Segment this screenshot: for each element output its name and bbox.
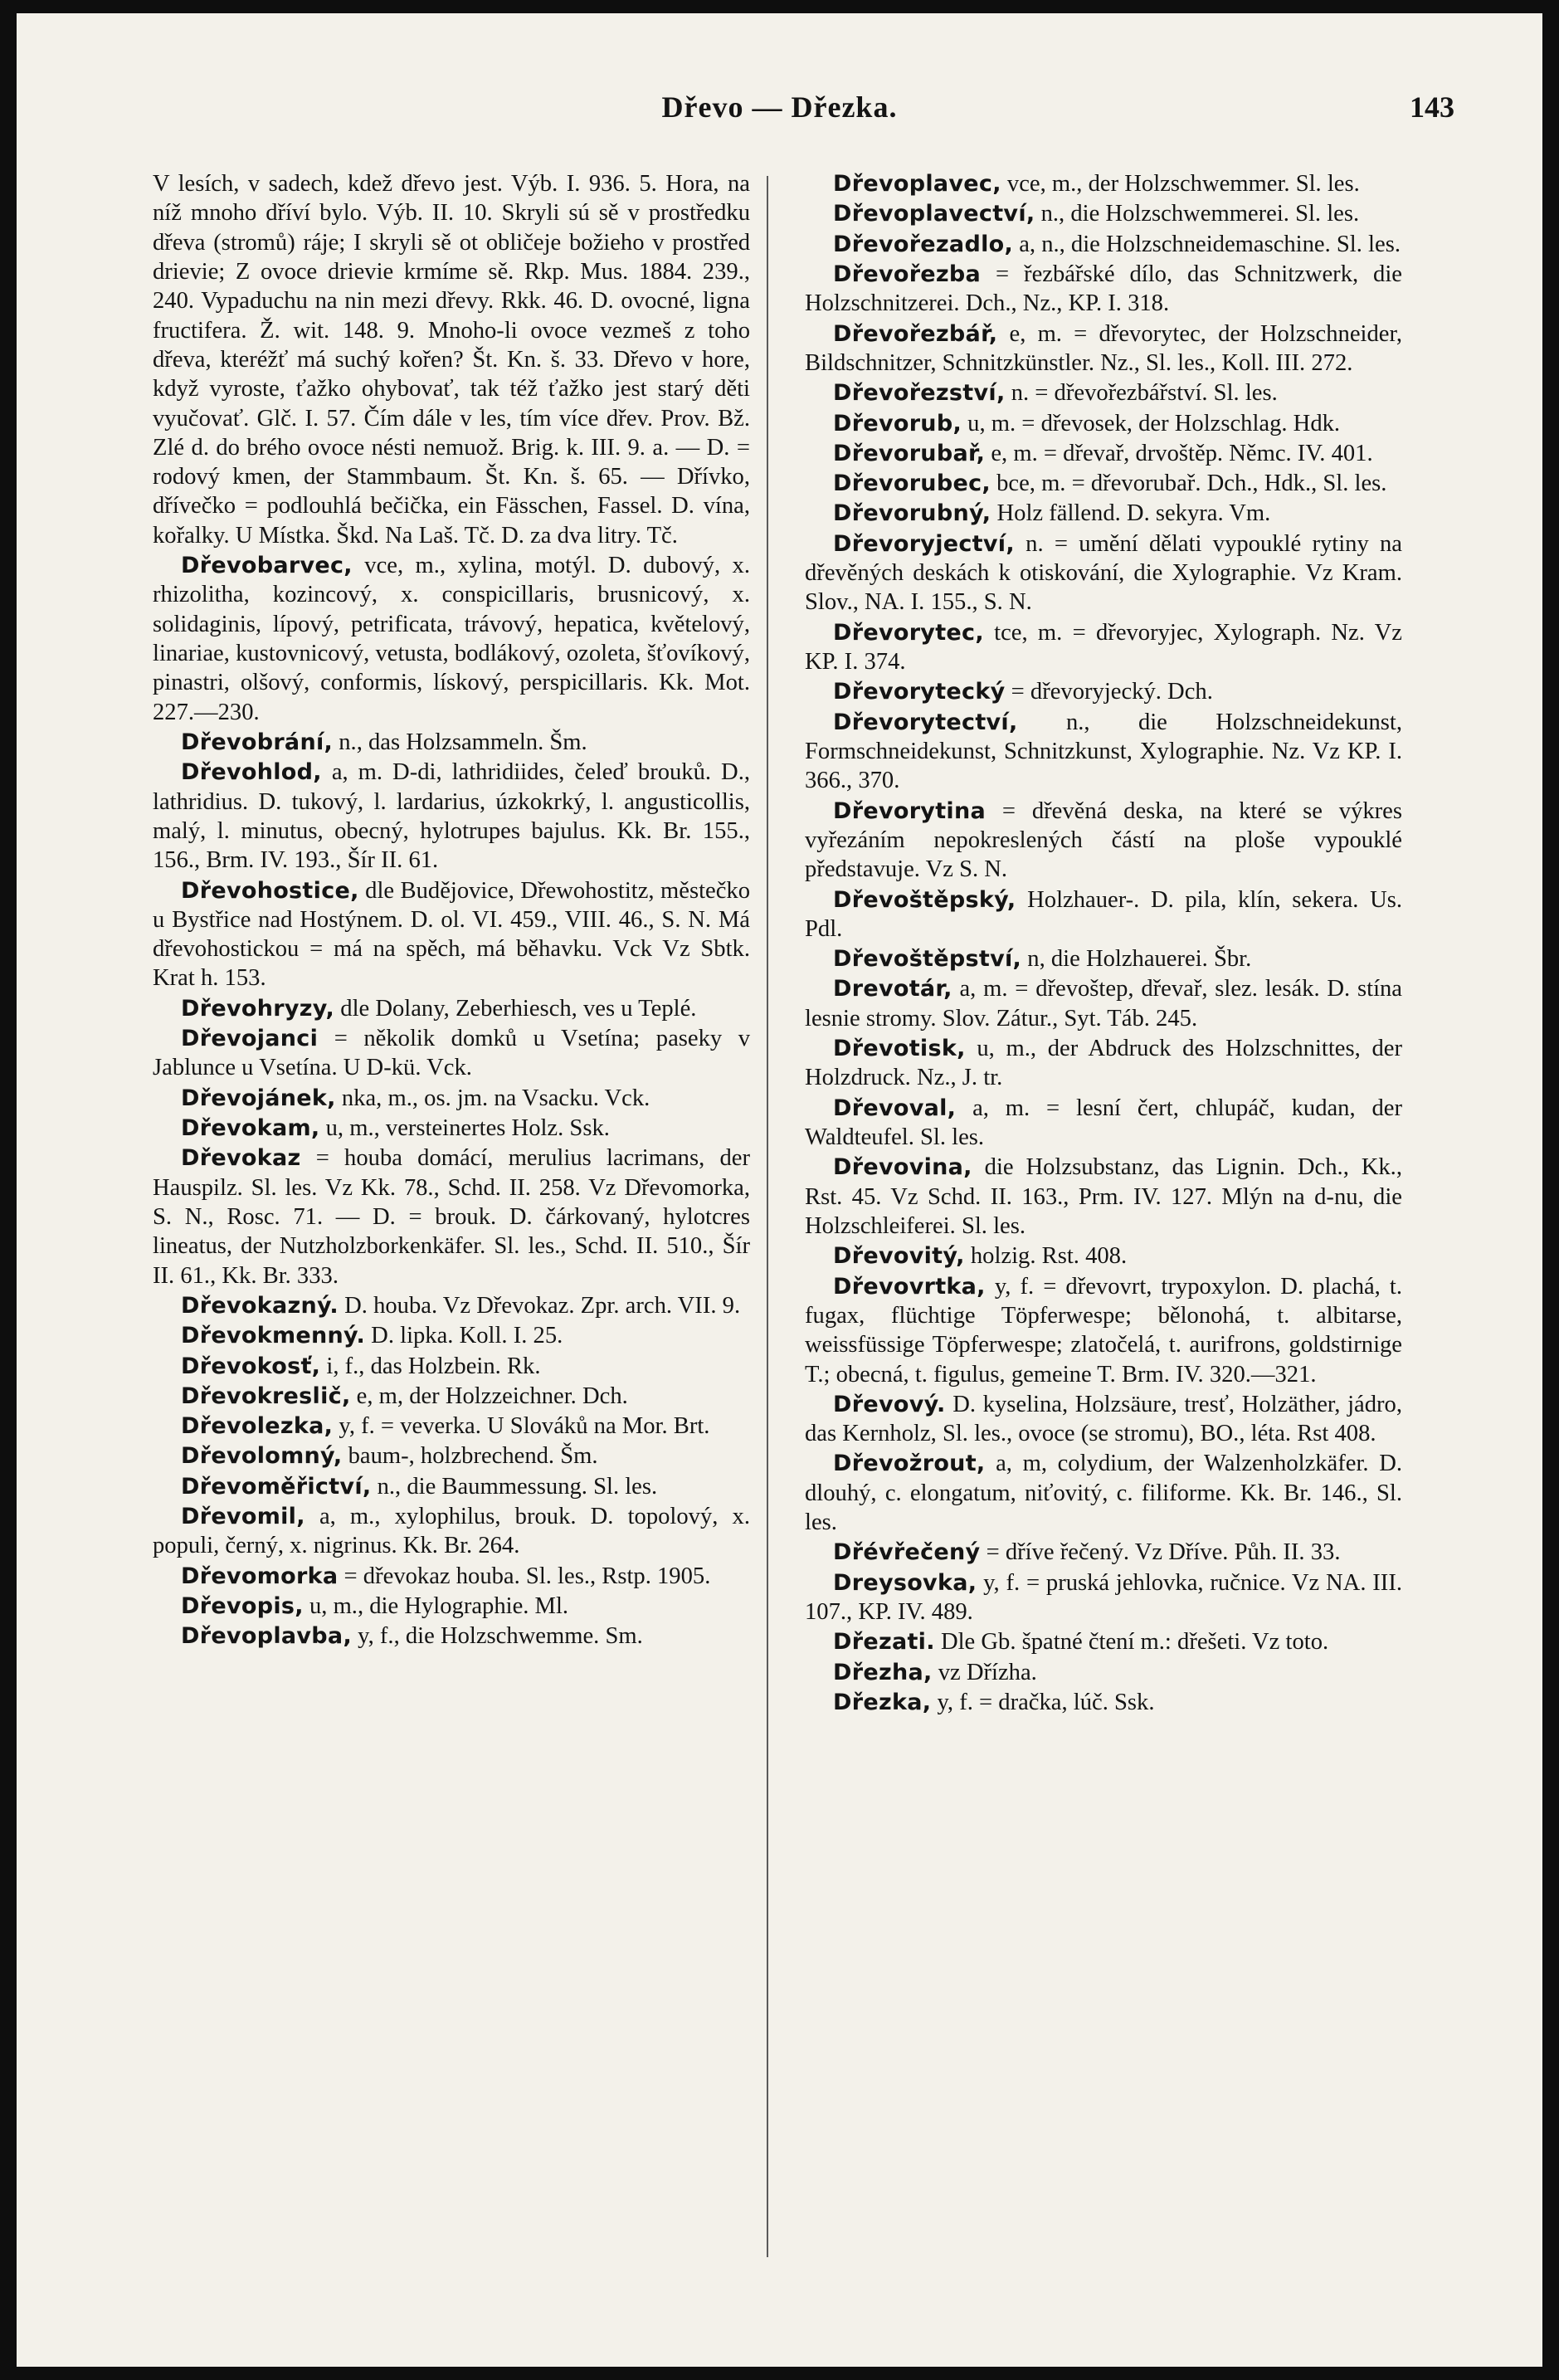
dictionary-entry: [153, 758, 750, 875]
page-number: 143: [1410, 90, 1454, 124]
dictionary-entry: [153, 1352, 750, 1381]
entry-text: a, m. = dřevoštep, dřevař, slez. lesák. D. stína lesnie stromy. Slov. Zátur., Syt. Táb. 245.: [805, 976, 1403, 1031]
entry-text: e, m. = dřevař, drvoštěp. Němc. IV. 401.: [991, 440, 1373, 466]
dictionary-entry: [805, 1568, 1402, 1627]
dictionary-entry: [153, 1024, 750, 1083]
dictionary-entry: [153, 1502, 750, 1561]
dictionary-entry: [805, 618, 1402, 677]
entry-text: die Holzsubstanz, das Lignin. Dch., Kk., Rst. 45. Vz Schd. II. 163., Prm. IV. 127. Mlýn na d-nu, die Holzschleiferei. Sl. les.: [805, 1154, 1402, 1239]
entry-headword: Dřevotisk,: [833, 1036, 966, 1062]
entry-text: bce, m. = dřevorubař. Dch., Hdk., Sl. les.: [996, 471, 1387, 497]
entry-headword: Dřevovina,: [833, 1154, 972, 1181]
dictionary-entry: [153, 1321, 750, 1350]
entry-headword: Dřevoštěpství,: [833, 946, 1022, 973]
dictionary-entry: [153, 1144, 750, 1290]
dictionary-entry: [805, 469, 1402, 498]
entry-headword: Dřevorub,: [833, 410, 962, 436]
dictionary-entry: [805, 1241, 1402, 1270]
entry-text: u, m. = dřevosek, der Holzschlag. Hdk.: [967, 410, 1341, 436]
entry-headword: Dřevořezba: [833, 261, 982, 287]
entry-headword: Dřevový.: [833, 1391, 946, 1417]
entry-text: = dříve řečený. Vz Dříve. Půh. II. 33.: [986, 1539, 1341, 1566]
entry-text: e, m. = dřevorytec, der Holzschneider, Bildschnitzer, Schnitzkünstler. Nz., Sl. les., Koll. III. 272.: [805, 320, 1402, 376]
entry-headword: Dřevokreslič,: [181, 1383, 351, 1409]
entry-text: a, m. = lesní čert, chlupáč, kudan, der Waldteufel. Sl. les.: [805, 1095, 1402, 1150]
entry-text: = dřevokaz houba. Sl. les., Rstp. 1905.: [343, 1563, 711, 1589]
entry-text: = dřevoryjecký. Dch.: [1011, 679, 1213, 705]
entry-text: a, m, colydium, der Walzenholzkäfer. D. dlouhý, c. elongatum, niťovitý, c. filiforme. Kk. Br. 146., Sl. les.: [805, 1451, 1402, 1536]
dictionary-entry: [805, 1627, 1402, 1656]
entry-text: n, die Holzhauerei. Šbr.: [1027, 946, 1252, 973]
entry-text: D. houba. Vz Dřevokaz. Zpr. arch. VII. 9.: [344, 1292, 741, 1319]
dictionary-entry: [153, 1412, 750, 1441]
entry-text: n., die Holzschwemmerei. Sl. les.: [1040, 201, 1360, 227]
entry-text: y, f. = dřevovrt, trypoxylon. D. plachá, t. fugax, flüchtige Töpferwespe; bělonohá, t. albitarse, weissfüssige Töpferwespe; zlatočelá, t. aurifrons, goldstirnige T.; obecná, t. figulus, gemeine T. Brm. IV. 320.—321.: [805, 1273, 1402, 1388]
dictionary-entry: [805, 797, 1402, 885]
entry-text: y, f. = pruská jehlovka, ručnice. Vz NA. III. 107., KP. IV. 489.: [805, 1569, 1402, 1625]
entry-headword: Dřevoštěpský,: [833, 886, 1016, 913]
dictionary-entry: [805, 529, 1402, 617]
entry-headword: Dřevorytec,: [833, 619, 984, 646]
dictionary-entry: [153, 1472, 750, 1501]
entry-headword: Dřevorytina: [833, 797, 987, 824]
entry-text: Holz fällend. D. sekyra. Vm.: [996, 500, 1271, 527]
entry-text: i, f., das Holzbein. Rk.: [326, 1353, 541, 1379]
dictionary-entry: [805, 409, 1402, 438]
entry-headword: Dřevopis,: [181, 1593, 304, 1619]
left-column: [153, 169, 750, 1652]
entry-text: a, m. D-di, lathridiides, čeleď brouků. D., lathridius. D. tukový, l. lardarius, úzkokrký, l. angusticollis, malý, l. minutus, obecný, hylotrupes bajulus. Kk. Br. 155., 156., Brm. IV. 193., Šír II. 61.: [153, 759, 750, 874]
dictionary-entry: [805, 1094, 1402, 1153]
entry-headword: Dřevokaz: [181, 1145, 301, 1172]
entry-headword: Dřevojanci: [181, 1026, 319, 1052]
entry-text: D. lipka. Koll. I. 25.: [371, 1323, 563, 1349]
dictionary-entry: [153, 1592, 750, 1621]
dictionary-entry: [153, 169, 750, 550]
entry-headword: Dřevožrout,: [833, 1451, 986, 1477]
entry-text: baum-, holzbrechend. Šm.: [348, 1443, 598, 1470]
entry-headword: Dřevoplavec,: [833, 171, 1001, 197]
entry-text: V lesích, v sadech, kdež dřevo jest. Výb. I. 936. 5. Hora, na níž mnoho dříví bylo. Výb. II. 10. Skryli sú sě v prostředku dřeva (stromů) ráje; I skryli sě ot obličeje božieho v prostřed drievie; Z ovoce drievie krmíme sě. Rkp. Mus. 1884. 239., 240. Vypaduchu na nin mezi dřevy. Rkk. 46. D. ovocné, ligna fructifera. Ž. wit. 148. 9. Mnoho-li ovoce vezmeš z toho dřeva, kteréžť má suchý kořen? Št. Kn. š. 33. Dřevo v hore, když vyroste, ťažko ohybovať, tak též ťažko jest starý děti vyučovať. Glč. I. 57. Čím dále v les, tím více dřev. Prov. Bž. Zlé d. do brého ovoce nésti nemuož. Brig. k. III. 9. a. — D. = rodový kmen, der Stammbaum. Št. Kn. š. 65. — Dřívko, dřívečko = podlouhlá bečička, ein Fässchen, Fassel. D. vína, kořalky. U Místka. Škd. Na Laš. Tč. D. za dva litry. Tč.: [153, 171, 750, 549]
dictionary-entry: [153, 994, 750, 1023]
entry-headword: Dřevořezství,: [833, 380, 1006, 407]
entry-headword: Dřevokazný.: [181, 1292, 339, 1319]
dictionary-entry: [805, 1658, 1402, 1687]
entry-headword: Dřevomorka: [181, 1563, 339, 1589]
dictionary-page: [17, 13, 1542, 2367]
entry-text: n. = dřevořezbářství. Sl. les.: [1011, 380, 1278, 407]
dictionary-entry: [805, 1449, 1402, 1537]
entry-headword: Dřevokam,: [181, 1115, 320, 1141]
dictionary-entry: [805, 260, 1402, 319]
entry-text: u, m., die Hylographie. Ml.: [309, 1593, 569, 1619]
dictionary-entry: [153, 1562, 750, 1591]
entry-text: = houba domácí, merulius lacrimans, der Hauspilz. Sl. les. Vz Kk. 78., Schd. II. 258. Vz Dřevomorka, S. N., Rosc. 71. — D. = brouk. D. čárkovaný, hylotcres lineatus, der Nutzholzborkenkäfer. Sl. les., Schd. II. 510., Šír II. 61., Kk. Br. 333.: [153, 1145, 750, 1289]
dictionary-entry: [805, 944, 1402, 973]
entry-text: tce, m. = dřevoryjec, Xylograph. Nz. Vz KP. I. 374.: [805, 619, 1402, 675]
entry-headword: Dřevoplavba,: [181, 1623, 352, 1650]
dictionary-entry: [805, 1153, 1402, 1241]
page-header: [17, 90, 1542, 139]
dictionary-entry: [805, 974, 1402, 1033]
entry-headword: Dřévřečený: [833, 1539, 981, 1566]
dictionary-entry: [805, 1390, 1402, 1449]
dictionary-entry: [805, 708, 1402, 796]
dictionary-entry: [153, 1291, 750, 1320]
entry-headword: Dreysovka,: [833, 1569, 977, 1596]
dictionary-entry: [805, 499, 1402, 528]
entry-text: vce, m., der Holzschwemmer. Sl. les.: [1006, 171, 1360, 197]
dictionary-entry: [805, 1272, 1402, 1389]
dictionary-entry: [153, 1382, 750, 1411]
entry-headword: Dřevorubný,: [833, 500, 991, 527]
entry-text: Dle Gb. špatné čtení m.: dřešeti. Vz toto.: [940, 1629, 1329, 1656]
entry-text: = několik domků u Vsetína; paseky v Jablunce u Vsetína. U D-kü. Vck.: [153, 1026, 750, 1081]
dictionary-entry: [805, 378, 1402, 407]
entry-headword: Dřevohryzy,: [181, 995, 335, 1022]
dictionary-entry: [153, 1441, 750, 1470]
dictionary-entry: [805, 319, 1402, 378]
entry-headword: Dřevovrtka,: [833, 1273, 986, 1300]
entry-text: holzig. Rst. 408.: [970, 1243, 1128, 1270]
entry-headword: Drevotár,: [833, 976, 952, 1002]
entry-text: dle Budějovice, Dřewohostitz, městečko u Bystřice nad Hostýnem. D. ol. VI. 459., VIII. 46., S. N. Má dřevohostickou = má na spěch, má běhavku. Vck Vz Sbtk. Krat h. 153.: [153, 877, 750, 992]
entry-headword: Dřevobrání,: [181, 729, 334, 755]
entry-headword: Dřevobarvec,: [181, 553, 353, 579]
dictionary-entry: [805, 169, 1402, 198]
entry-text: u, m., versteinertes Holz. Ssk.: [325, 1115, 610, 1141]
entry-headword: Dřezati.: [833, 1629, 935, 1656]
entry-headword: Dřevoměřictví,: [181, 1473, 372, 1500]
entry-text: = dřevěná deska, na které se výkres vyřezáním nepokreslených částí na ploše vypouklé představuje. Vz S. N.: [805, 797, 1402, 883]
dictionary-entry: [805, 1688, 1402, 1717]
entry-headword: Dřevorubec,: [833, 471, 991, 497]
dictionary-entry: [805, 230, 1402, 259]
entry-headword: Dřevoval,: [833, 1095, 957, 1121]
entry-headword: Dřevořezadlo,: [833, 231, 1014, 257]
entry-text: vz Dřízha.: [938, 1659, 1037, 1685]
entry-headword: Dřevohlod,: [181, 759, 322, 786]
entry-headword: Dřevomil,: [181, 1504, 305, 1530]
entry-headword: Dřevokosť,: [181, 1353, 321, 1379]
dictionary-entry: [153, 1622, 750, 1651]
entry-text: = řezbářské dílo, das Schnitzwerk, die Holzschnitzerei. Dch., Nz., KP. I. 318.: [805, 261, 1402, 317]
entry-text: y, f., die Holzschwemme. Sm.: [358, 1623, 643, 1650]
dictionary-entry: [805, 199, 1402, 228]
entry-text: y, f. = dračka, lúč. Ssk.: [937, 1689, 1155, 1715]
entry-headword: Dřevoplavectví,: [833, 201, 1035, 227]
entry-text: nka, m., os. jm. na Vsacku. Vck.: [341, 1085, 650, 1111]
dictionary-entry: [153, 728, 750, 757]
entry-headword: Dřevokmenný.: [181, 1323, 366, 1349]
entry-headword: Dřevovitý,: [833, 1243, 965, 1270]
entry-text: dle Dolany, Zeberhiesch, ves u Teplé.: [340, 995, 697, 1022]
entry-text: e, m, der Holzzeichner. Dch.: [356, 1383, 628, 1409]
entry-headword: Dřevorytectví,: [833, 709, 1018, 735]
entry-headword: Dřevorubař,: [833, 440, 986, 466]
dictionary-entry: [805, 1538, 1402, 1567]
right-column: [805, 169, 1402, 1718]
entry-text: y, f. = veverka. U Slováků na Mor. Brt.: [339, 1413, 710, 1440]
entry-text: D. kyselina, Holzsäure, tresť, Holzäther, jádro, das Kernholz, Sl. les., ovoce (se stromu), BO., léta. Rst 408.: [805, 1391, 1402, 1447]
dictionary-entry: [153, 1084, 750, 1113]
entry-text: Holzhauer-. D. pila, klín, sekera. Us. Pdl.: [805, 886, 1403, 942]
entry-headword: Dřezha,: [833, 1659, 933, 1685]
entry-text: a, n., die Holzschneidemaschine. Sl. les.: [1019, 231, 1401, 257]
entry-headword: Dřevohostice,: [181, 877, 359, 904]
entry-headword: Dřevořezbář,: [833, 320, 998, 347]
dictionary-entry: [153, 876, 750, 993]
entry-text: a, m., xylophilus, brouk. D. topolový, x. populi, černý, x. nigrinus. Kk. Br. 264.: [153, 1504, 751, 1559]
dictionary-entry: [805, 677, 1402, 706]
entry-headword: Dřevoryjectví,: [833, 530, 1015, 557]
dictionary-entry: [805, 439, 1402, 468]
entry-text: n., das Holzsammeln. Šm.: [339, 729, 587, 755]
entry-text: u, m., der Abdruck des Holzschnittes, der Holzdruck. Nz., J. tr.: [805, 1036, 1402, 1091]
dictionary-entry: [805, 885, 1402, 944]
column-divider: [767, 176, 768, 2257]
dictionary-entry: [805, 1034, 1402, 1093]
entry-headword: Dřevolezka,: [181, 1413, 334, 1440]
dictionary-entry: [153, 1114, 750, 1143]
entry-text: vce, m., xylina, motýl. D. dubový, x. rhizolitha, kozincový, x. conspicillaris, brusnicový, x. solidaginis, lípový, petrificata, trávový, hepatica, květelový, linariae, kustovnicový, vetusta, bodlákový, ozoleta, šťovíkový, pinastri, olšový, conformis, lískový, perspicillaris. Kk. Mot. 227.—230.: [153, 553, 750, 725]
entry-headword: Dřevolomný,: [181, 1443, 343, 1470]
dictionary-entry: [153, 551, 750, 727]
entry-headword: Dřevojánek,: [181, 1085, 336, 1111]
entry-text: n., die Holzschneidekunst, Formschneidekunst, Schnitzkunst, Xylographie. Nz. Vz KP. I. 366., 370.: [805, 709, 1402, 794]
entry-headword: Dřevorytecký: [833, 679, 1006, 705]
running-title: Dřevo — Dřezka.: [661, 90, 898, 124]
entry-headword: Dřezka,: [833, 1689, 932, 1715]
entry-text: n. = umění dělati vypouklé rytiny na dřevěných deskách k otiskování, die Xylographie. Vz Kram. Slov., NA. I. 155., S. N.: [805, 530, 1402, 616]
entry-text: n., die Baummessung. Sl. les.: [377, 1473, 658, 1500]
